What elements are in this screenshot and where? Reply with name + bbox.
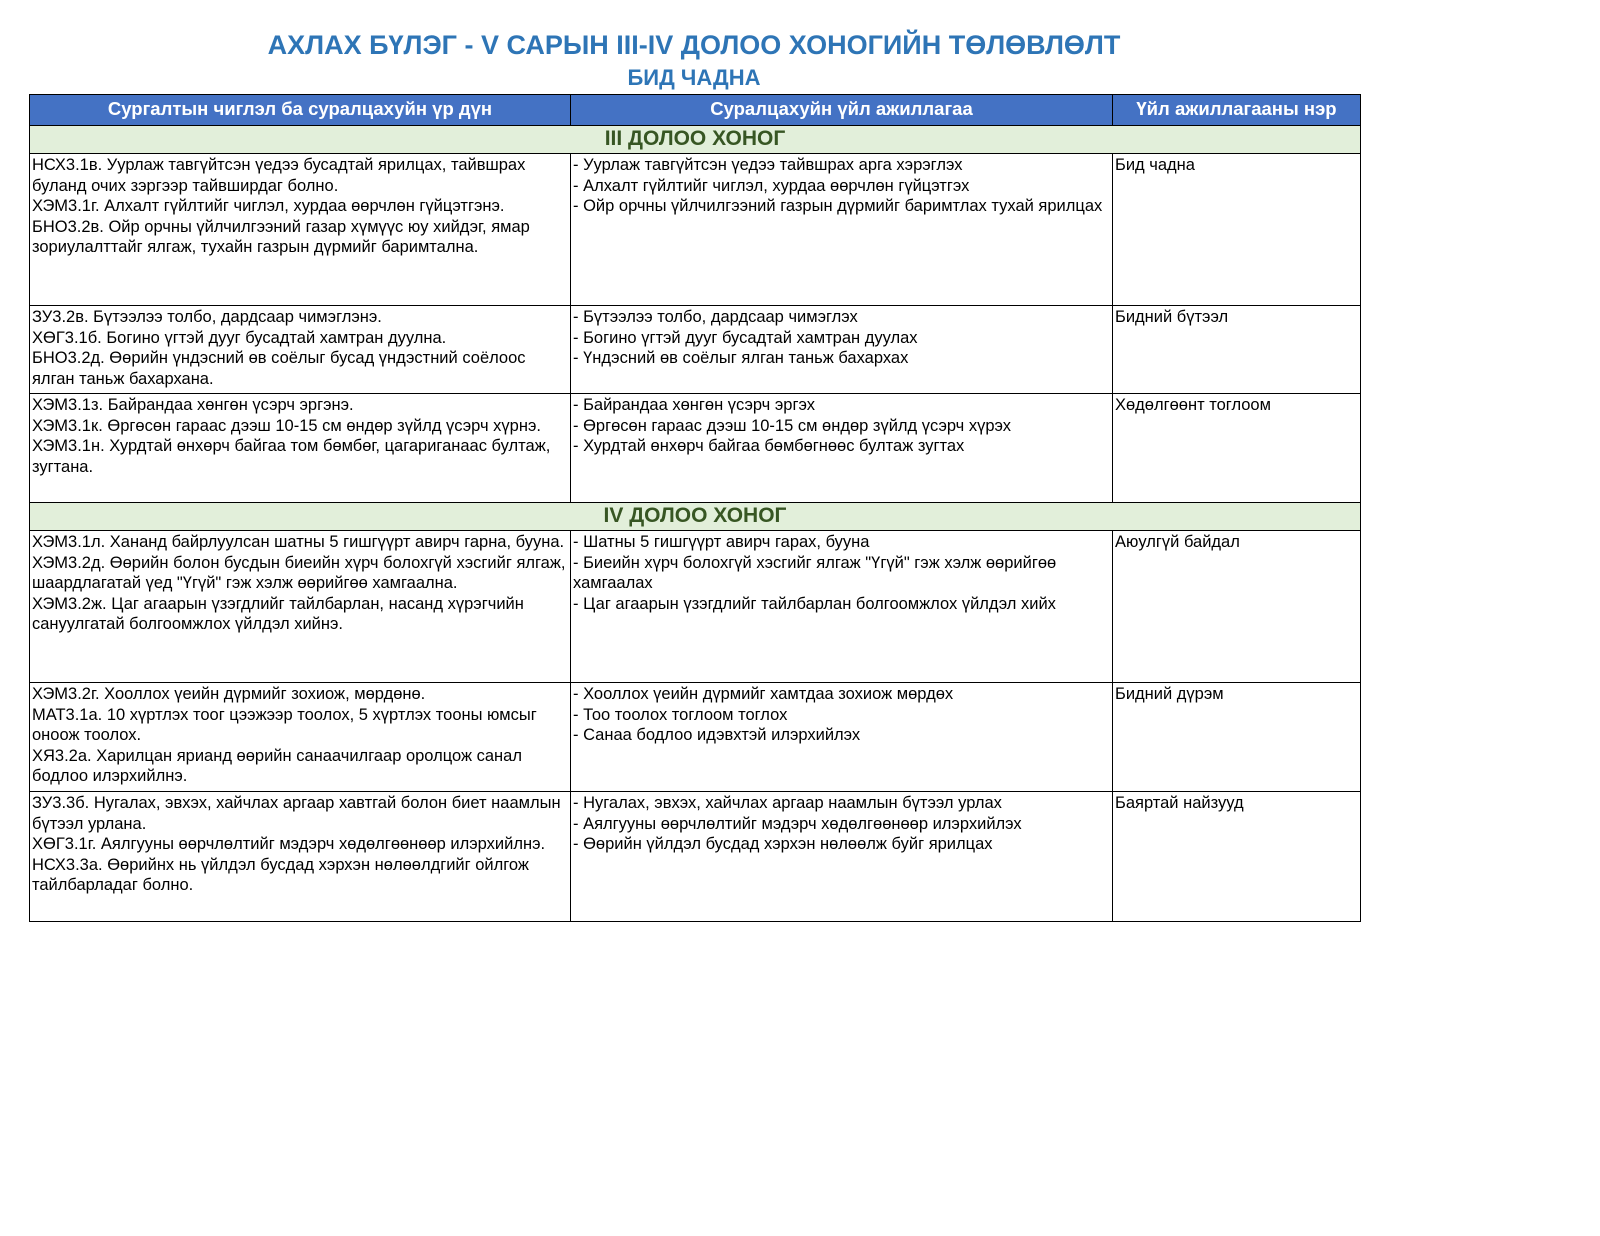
week-row xyxy=(30,503,1361,531)
plan-table xyxy=(29,94,1361,922)
activity-name-cell: Бидний бүтээл xyxy=(1113,306,1361,394)
header-outcomes: Сургалтын чиглэл ба суралцахуйн үр дүн xyxy=(30,95,571,126)
week-label: III ДОЛОО ХОНОГ xyxy=(30,126,1361,154)
header-activities: Суралцахуйн үйл ажиллагаа xyxy=(571,95,1113,126)
activity-name-cell: Баяртай найзууд xyxy=(1113,792,1361,922)
outcomes-cell: ХЭМ3.1з. Байрандаа хөнгөн үсэрч эргэнэ. ХЭМ3.1к. Өргөсөн гараас дээш 10-15 см өндөр зүйлд үсэрч хүрнэ. ХЭМ3.1н. Хурдтай өнхөрч байгаа том бөмбөг, цагариганаас бултаж, зугтана. xyxy=(30,394,571,503)
week-row xyxy=(30,126,1361,154)
page-subtitle: БИД ЧАДНА xyxy=(627,65,761,90)
activity-name-cell: Бидний дүрэм xyxy=(1113,683,1361,792)
table-row xyxy=(30,306,1361,394)
activities-cell: - Нугалах, эвхэх, хайчлах аргаар наамлын бүтээл урлах - Аялгууны өөрчлөлтийг мэдэрч хөдөлгөөнөөр илэрхийлэх - Өөрийн үйлдэл бусдад хэрхэн нөлөөлж буйг ярилцах xyxy=(571,792,1113,922)
page-title: АХЛАХ БҮЛЭГ - V САРЫН III-IV ДОЛОО ХОНОГИЙН ТӨЛӨВЛӨЛТ xyxy=(267,30,1121,60)
activities-cell: - Шатны 5 гишгүүрт авирч гарах, бууна - Биеийн хүрч болохгүй хэсгийг ялгаж "Үгүй" гэж хэлж өөрийгөө хамгаалах - Цаг агаарын үзэгдлийг тайлбарлан болгоомжлох үйлдэл хийх xyxy=(571,531,1113,683)
outcomes-cell: ХЭМ3.2г. Хооллох үеийн дүрмийг зохиож, мөрдөнө. МАТ3.1а. 10 хүртлэх тоог цээжээр тоолох, 5 хүртлэх тооны юмсыг оноож тоолох. ХЯ3.2а. Харилцан ярианд өөрийн санаачилгаар оролцож санал бодлоо илэрхийлнэ. xyxy=(30,683,571,792)
table-row xyxy=(30,792,1361,922)
outcomes-cell: ЗУ3.2в. Бүтээлээ толбо, дардсаар чимэглэнэ. ХӨГ3.1б. Богино үгтэй дууг бусадтай хамтран дуулна. БНО3.2д. Өөрийн үндэсний өв соёлыг бусад үндэстний соёлоос ялган таньж бахархана. xyxy=(30,306,571,394)
table-row xyxy=(30,531,1361,683)
week-label: IV ДОЛОО ХОНОГ xyxy=(30,503,1361,531)
activities-cell: - Хооллох үеийн дүрмийг хамтдаа зохиож мөрдөх - Тоо тоолох тоглоом тоглох - Санаа бодлоо идэвхтэй илэрхийлэх xyxy=(571,683,1113,792)
activities-cell: - Уурлаж тавгүйтсэн үедээ тайвшрах арга хэрэглэх - Алхалт гүйлтийг чиглэл, хурдаа өөрчлөн гүйцэтгэх - Ойр орчны үйлчилгээний газрын дүрмийг баримтлах тухай ярилцах xyxy=(571,154,1113,306)
outcomes-cell: НСХ3.1в. Уурлаж тавгүйтсэн үедээ бусадтай ярилцах, тайвшрах буланд очих зэргээр тайвширдаг болно. ХЭМ3.1г. Алхалт гүйлтийг чиглэл, хурдаа өөрчлөн гүйцэтгэнэ. БНО3.2в. Ойр орчны үйлчилгээний газар хүмүүс юу хийдэг, ямар зориулалттайг ялгаж, тухайн газрын дүрмийг баримтална. xyxy=(30,154,571,306)
table-row xyxy=(30,683,1361,792)
outcomes-cell: ЗУ3.3б. Нугалах, эвхэх, хайчлах аргаар хавтгай болон биет наамлын бүтээл урлана. ХӨГ3.1г. Аялгууны өөрчлөлтийг мэдэрч хөдөлгөөнөөр илэрхийлнэ. НСХ3.3а. Өөрийнх нь үйлдэл бусдад хэрхэн нөлөөлдгийг ойлгож тайлбарладаг болно. xyxy=(30,792,571,922)
table-header-row xyxy=(30,95,1361,126)
table-row xyxy=(30,394,1361,503)
activities-cell: - Байрандаа хөнгөн үсэрч эргэх - Өргөсөн гараас дээш 10-15 см өндөр зүйлд үсэрч хүрэх - Хурдтай өнхөрч байгаа бөмбөгнөөс бултаж зугтах xyxy=(571,394,1113,503)
outcomes-cell: ХЭМ3.1л. Хананд байрлуулсан шатны 5 гишгүүрт авирч гарна, бууна. ХЭМ3.2д. Өөрийн болон бусдын биеийн хүрч болохгүй хэсгийг ялгаж, шаардлагатай үед "Үгүй" гэж хэлж өөрийгөө хамгаална. ХЭМ3.2ж. Цаг агаарын үзэгдлийг тайлбарлан, насанд хүрэгчийн сануулгатай болгоомжлох үйлдэл хийнэ. xyxy=(30,531,571,683)
header-activity-name: Үйл ажиллагааны нэр xyxy=(1113,95,1361,126)
activity-name-cell: Бид чадна xyxy=(1113,154,1361,306)
activities-cell: - Бүтээлээ толбо, дардсаар чимэглэх - Богино үгтэй дууг бусадтай хамтран дуулах - Үндэсний өв соёлыг ялган таньж бахархах xyxy=(571,306,1113,394)
activity-name-cell: Хөдөлгөөнт тоглоом xyxy=(1113,394,1361,503)
activity-name-cell: Аюулгүй байдал xyxy=(1113,531,1361,683)
table-row xyxy=(30,154,1361,306)
